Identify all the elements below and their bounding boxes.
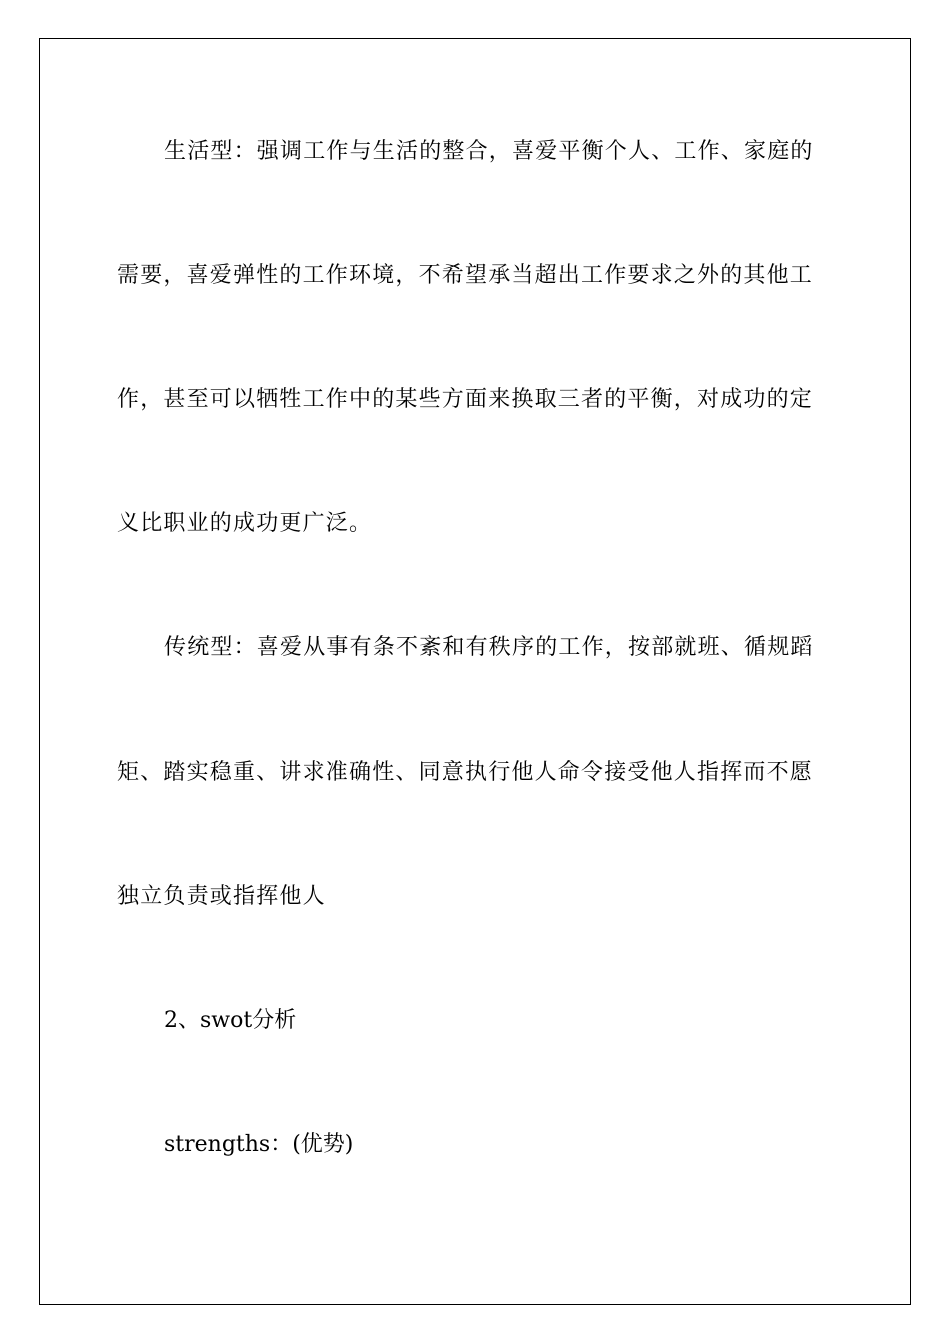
paragraph-line-traditional-type: 传统型：喜爱从事有条不紊和有秩序的工作，按部就班、循规蹈	[164, 635, 814, 660]
paragraph-line: 需要，喜爱弹性的工作环境，不希望承当超出工作要求之外的其他工	[117, 263, 814, 288]
paragraph-line-lifestyle-type: 生活型：强调工作与生活的整合，喜爱平衡个人、工作、家庭的	[164, 139, 814, 164]
paragraph-line: 独立负责或指挥他人	[117, 884, 326, 909]
page-border	[39, 38, 911, 1305]
section-heading-swot: 2、swot分析	[164, 1008, 297, 1033]
paragraph-line: 义比职业的成功更广泛。	[117, 511, 373, 536]
subheading-strengths: strengths：(优势)	[164, 1132, 354, 1157]
paragraph-line: 作，甚至可以牺牲工作中的某些方面来换取三者的平衡，对成功的定	[117, 387, 814, 412]
paragraph-line: 矩、踏实稳重、讲求准确性、同意执行他人命令接受他人指挥而不愿	[117, 760, 814, 785]
